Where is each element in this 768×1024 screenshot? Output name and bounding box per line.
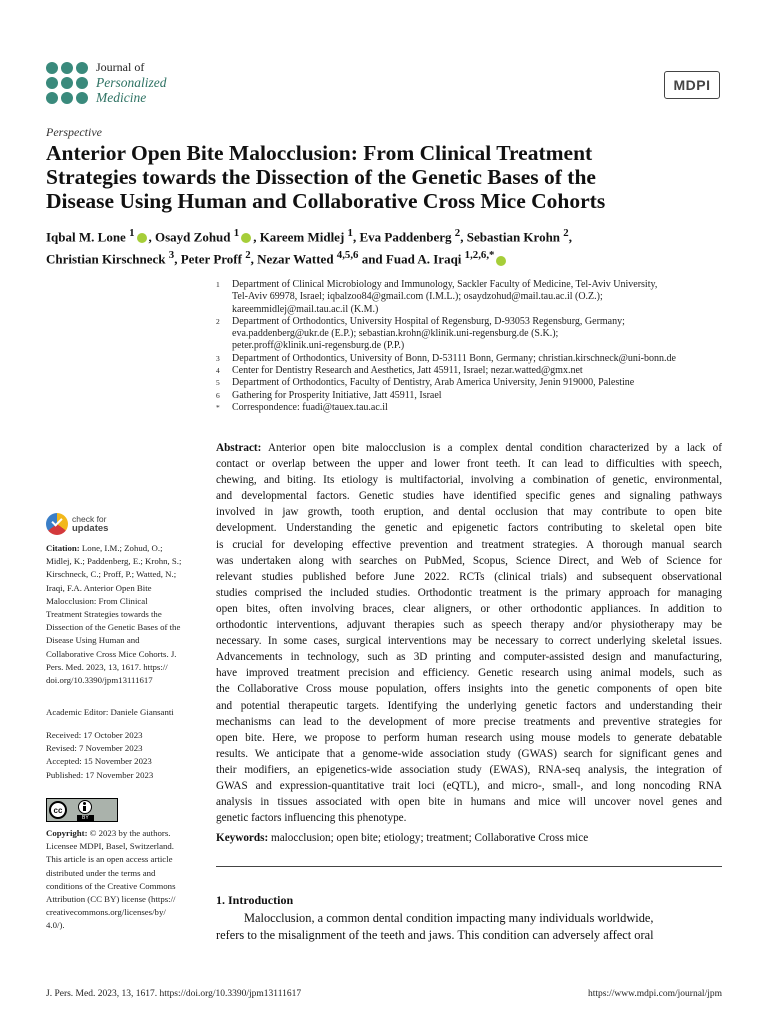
- copyright-line: This article is an open access article: [46, 854, 173, 865]
- abstract-line: necessary. In some cases, surgical interventions may be necessary to correct underlying skeletal issues.: [216, 635, 722, 648]
- author-affiliation-mark: 2: [454, 227, 461, 239]
- abstract-line: results. We anticipate that a genome-wide association study (GWAS) search for significant genes and: [216, 747, 722, 760]
- affiliation-number: 5: [216, 378, 220, 388]
- check-updates-label: [72, 515, 108, 533]
- abstract: [216, 440, 722, 826]
- cc-by-license-badge[interactable]: [46, 798, 118, 822]
- affiliation-line[interactable]: peter.proff@klinik.uni-regensburg.de (P.P.): [232, 340, 405, 352]
- check-for-updates-button[interactable]: [46, 513, 108, 535]
- author-name[interactable]: , Peter Proff: [174, 251, 246, 267]
- abstract-line: contact or overlap between the upper and lower front teeth. It can lead to difficulties with speech,: [216, 458, 722, 471]
- citation-line: Collaborative Cross Mice Cohorts. J.: [46, 648, 177, 659]
- citation-line: Midlej, K.; Paddenberg, E.; Krohn, S.;: [46, 556, 182, 567]
- abstract-line: Advancements in technology, such as 3D printing and computer-assisted design and manufacturing,: [216, 651, 722, 664]
- affiliation-item: [216, 279, 736, 316]
- abstract-line: the Collaborative Cross mouse population, offers insights into the genetic components of open bite: [216, 683, 722, 696]
- citation-line: Treatment Strategies towards the: [46, 609, 162, 620]
- author-affiliation-mark: 1: [129, 227, 135, 239]
- abstract-line: studies comprised the included studies. Orthodontic treatment is the primary approach for managing: [216, 586, 722, 599]
- title-line: Disease Using Human and Collaborative Cross Mice Cohorts: [46, 189, 606, 213]
- copyright-line[interactable]: 4.0/).: [46, 920, 65, 931]
- abstract-line: have improved treatment precision and efficiency. Genetic research using animal models, such as: [216, 667, 722, 680]
- citation-line: Dissection of the Genetic Bases of the: [46, 622, 181, 633]
- check-updates-icon: [46, 513, 68, 535]
- author-affiliation-mark: 4,5,6: [336, 249, 359, 262]
- citation-line: Malocclusion: From Clinical: [46, 595, 148, 606]
- affiliation-number: 6: [216, 390, 220, 400]
- abstract-line: genetic factors influencing this phenotype.: [216, 812, 407, 825]
- copyright-line: distributed under the terms and: [46, 867, 156, 878]
- copyright-text: © 2023 by the authors.: [87, 828, 171, 838]
- body-line: refers to the misalignment of the teeth and jaws. This condition can adversely affect oral: [216, 928, 654, 942]
- affiliation-number: *: [216, 402, 220, 412]
- publisher-logo[interactable]: MDPI: [664, 71, 720, 99]
- affiliation-line[interactable]: kareemmidlej@mail.tau.ac.il (K.M.): [232, 303, 379, 315]
- check-updates-line: check for: [72, 514, 107, 524]
- date-received: Received: 17 October 2023: [46, 730, 143, 740]
- author-affiliation-mark: 1: [347, 227, 353, 239]
- orcid-icon[interactable]: [496, 256, 506, 266]
- copyright-line[interactable]: creativecommons.org/licenses/by/: [46, 907, 166, 918]
- abstract-line: their modifiers, an epigenetics-wide association study (EWAS), RNA-seq analysis, the integration of: [216, 763, 722, 776]
- dates-block: [46, 729, 198, 782]
- title-line: Strategies towards the Dissection of the Genetic Bases of the: [46, 165, 596, 189]
- cc-by-text: BY: [77, 815, 94, 821]
- abstract-line: GWAS and expression-quantitative trait loci (eQTL), and micro-, small-, and long noncoding RNA: [216, 779, 722, 792]
- affiliations: [216, 279, 736, 414]
- copyright-block: [46, 827, 198, 933]
- author-affiliation-mark: 2: [245, 249, 251, 262]
- keywords-text: malocclusion; open bite; etiology; treatment; Collaborative Cross mice: [268, 832, 589, 844]
- affiliation-number: 4: [216, 366, 220, 376]
- journal-name-line1: Journal of: [96, 60, 145, 74]
- abstract-line: and developmental factors. Genetic studies have identified specific genes and signaling pathways: [216, 490, 722, 503]
- author-affiliation-mark: 1,2,6,*: [464, 249, 495, 262]
- author-list: [46, 224, 726, 269]
- affiliation-item: [216, 365, 736, 377]
- abstract-label: Abstract:: [216, 442, 262, 454]
- copyright-line: conditions of the Creative Commons: [46, 880, 176, 891]
- abstract-line: relevant studies published before June 2022. RCTs (clinical trials) and subsequent observational: [216, 570, 722, 583]
- citation-doi-link[interactable]: doi.org/10.3390/jpm13111617: [46, 675, 153, 686]
- author-name[interactable]: , Osayd Zohud: [148, 229, 234, 245]
- keywords-label: Keywords:: [216, 832, 269, 844]
- citation-block: [46, 542, 198, 687]
- affiliation-item: [216, 377, 736, 389]
- affiliation-line: Department of Clinical Microbiology and Immunology, Sackler Faculty of Medicine, Tel-Aviv University,: [232, 279, 658, 290]
- abstract-line: was undertaken along with searches on PubMed, Scopus, Science Direct, and Web of Science for: [216, 554, 722, 567]
- abstract-line: is crucial for developing effective prevention and treatment strategies. A thorough manual search: [216, 538, 722, 551]
- abstract-line: chewing, and biting. Its etiology is multifactorial, involving a combination of genetic, environmental,: [216, 474, 722, 487]
- abstract-line: open bite. Here, we propose to perform human research using mouse models to generate debatable: [216, 731, 722, 744]
- author-name[interactable]: and Fuad A. Iraqi: [358, 251, 465, 267]
- citation-line: Disease Using Human and: [46, 635, 140, 646]
- citation-label: Citation:: [46, 543, 80, 553]
- author-name[interactable]: , Sebastian Krohn: [460, 229, 564, 245]
- copyright-line: Licensee MDPI, Basel, Switzerland.: [46, 841, 175, 852]
- abstract-line: development. Understanding the genetic and epigenetic factors contributing to skeletal open bite: [216, 522, 722, 535]
- copyright-line: [46, 827, 198, 840]
- affiliation-line[interactable]: Department of Orthodontics, University of Bonn, D-53111 Bonn, Germany; christian.kirschneck@uni-bonn.de: [232, 352, 676, 364]
- date-revised: Revised: 7 November 2023: [46, 743, 143, 754]
- keywords: [216, 832, 722, 844]
- affiliation-line[interactable]: Center for Dentistry Research and Aesthetics, Jatt 45911, Israel; nezar.watted@gmx.net: [232, 365, 583, 377]
- article-title: [46, 141, 726, 213]
- footer-citation[interactable]: J. Pers. Med. 2023, 13, 1617. https://doi.org/10.3390/jpm13111617: [46, 989, 302, 999]
- date-accepted: Accepted: 15 November 2023: [46, 756, 152, 767]
- affiliation-number: 1: [216, 280, 220, 289]
- section-heading: 1. Introduction: [216, 893, 294, 907]
- introduction-text: [216, 910, 722, 944]
- abstract-text: Anterior open bite malocclusion is a complex dental condition characterized by a lack of: [267, 442, 722, 454]
- affiliation-item: [216, 316, 736, 353]
- abstract-line: and potential therapeutic targets. Identifying the underlying genetic factors and understanding their: [216, 699, 722, 712]
- journal-logo-icon: [46, 62, 88, 104]
- affiliation-line[interactable]: Tel-Aviv 69978, Israel; iqbalzoo84@gmail.com (I.M.L.); osaydzohud@mail.tau.ac.il (O.Z.);: [232, 291, 603, 303]
- affiliation-number: 2: [216, 316, 220, 326]
- affiliation-item: [216, 353, 736, 365]
- abstract-line: involved in jaw growth, tooth eruption, and dental occlusion that may contribute to open bite: [216, 506, 722, 519]
- author-affiliation-mark: 1: [233, 227, 240, 239]
- abstract-line: orthodontic interventions, adjuvant therapies such as speech therapy and/or physiotherapy may be: [216, 619, 722, 632]
- academic-editor: Academic Editor: Daniele Giansanti: [46, 707, 174, 717]
- affiliation-number: 3: [216, 353, 220, 363]
- date-published: Published: 17 November 2023: [46, 769, 154, 780]
- author-affiliation-mark: 3: [168, 249, 175, 262]
- author-name[interactable]: , Nezar Watted: [250, 251, 337, 267]
- copyright-line[interactable]: Attribution (CC BY) license (https://: [46, 894, 176, 905]
- affiliation-line: Department of Orthodontics, Faculty of Dentistry, Arab America University, Jenin 919000, Palestine: [232, 377, 635, 389]
- citation-line: [46, 542, 198, 555]
- copyright-label: Copyright:: [46, 828, 88, 838]
- orcid-icon[interactable]: [241, 233, 251, 243]
- footer-journal-link[interactable]: https://www.mdpi.com/journal/jpm: [588, 989, 722, 999]
- article-type: Perspective: [46, 125, 102, 139]
- affiliation-item: [216, 390, 736, 402]
- body-line: Malocclusion, a common dental condition impacting many individuals worldwide,: [244, 911, 654, 925]
- journal-name[interactable]: [96, 60, 167, 105]
- abstract-line: analysis in tissues associated with open bite in humans and mice will uncover novel genes and: [216, 796, 722, 809]
- author-separator: ,: [568, 229, 572, 245]
- author-name[interactable]: , Eva Paddenberg: [352, 229, 455, 245]
- author-affiliation-mark: 2: [563, 227, 569, 239]
- abstract-line: open bites, often involving braces, clear aligners, or other orthodontic appliances. In addition to: [216, 602, 722, 615]
- correspondence-line[interactable]: Correspondence: fuadi@tauex.tau.ac.il: [232, 401, 388, 413]
- abstract-line: [216, 440, 722, 456]
- author-name[interactable]: Iqbal M. Lone: [46, 229, 130, 245]
- section-divider: [216, 866, 722, 867]
- citation-line: Kirschneck, C.; Proff, P.; Watted, N.;: [46, 569, 177, 580]
- citation-text: Lone, I.M.; Zohud, O.;: [79, 543, 163, 553]
- citation-line: Iraqi, F.A. Anterior Open Bite: [46, 582, 152, 593]
- affiliation-line: Department of Orthodontics, University Hospital of Regensburg, D-93053 Regensburg, Germany;: [232, 315, 625, 327]
- journal-name-line3: Medicine: [96, 90, 147, 105]
- author-name[interactable]: Christian Kirschneck: [46, 251, 169, 267]
- journal-name-line2: Personalized: [96, 75, 167, 90]
- title-line: Anterior Open Bite Malocclusion: From Clinical Treatment: [46, 141, 593, 165]
- affiliation-line: Gathering for Prosperity Initiative, Jatt 45911, Israel: [232, 389, 442, 401]
- orcid-icon[interactable]: [137, 233, 147, 243]
- abstract-line: mechanisms can lead to the development of more precise treatments and preventive strategies for: [216, 715, 722, 728]
- author-name[interactable]: , Kareem Midlej: [253, 229, 348, 245]
- cc-icon: cc: [49, 801, 67, 819]
- citation-line[interactable]: Pers. Med. 2023, 13, 1617. https://: [46, 661, 168, 672]
- check-updates-line: updates: [72, 523, 109, 534]
- affiliation-item: [216, 402, 736, 414]
- author-line-1: [46, 224, 726, 246]
- author-line-2: [46, 246, 726, 268]
- attribution-icon: [78, 800, 92, 814]
- affiliation-line[interactable]: eva.paddenberg@ukr.de (E.P.); sebastian.krohn@klinik.uni-regensburg.de (S.K.);: [232, 328, 559, 340]
